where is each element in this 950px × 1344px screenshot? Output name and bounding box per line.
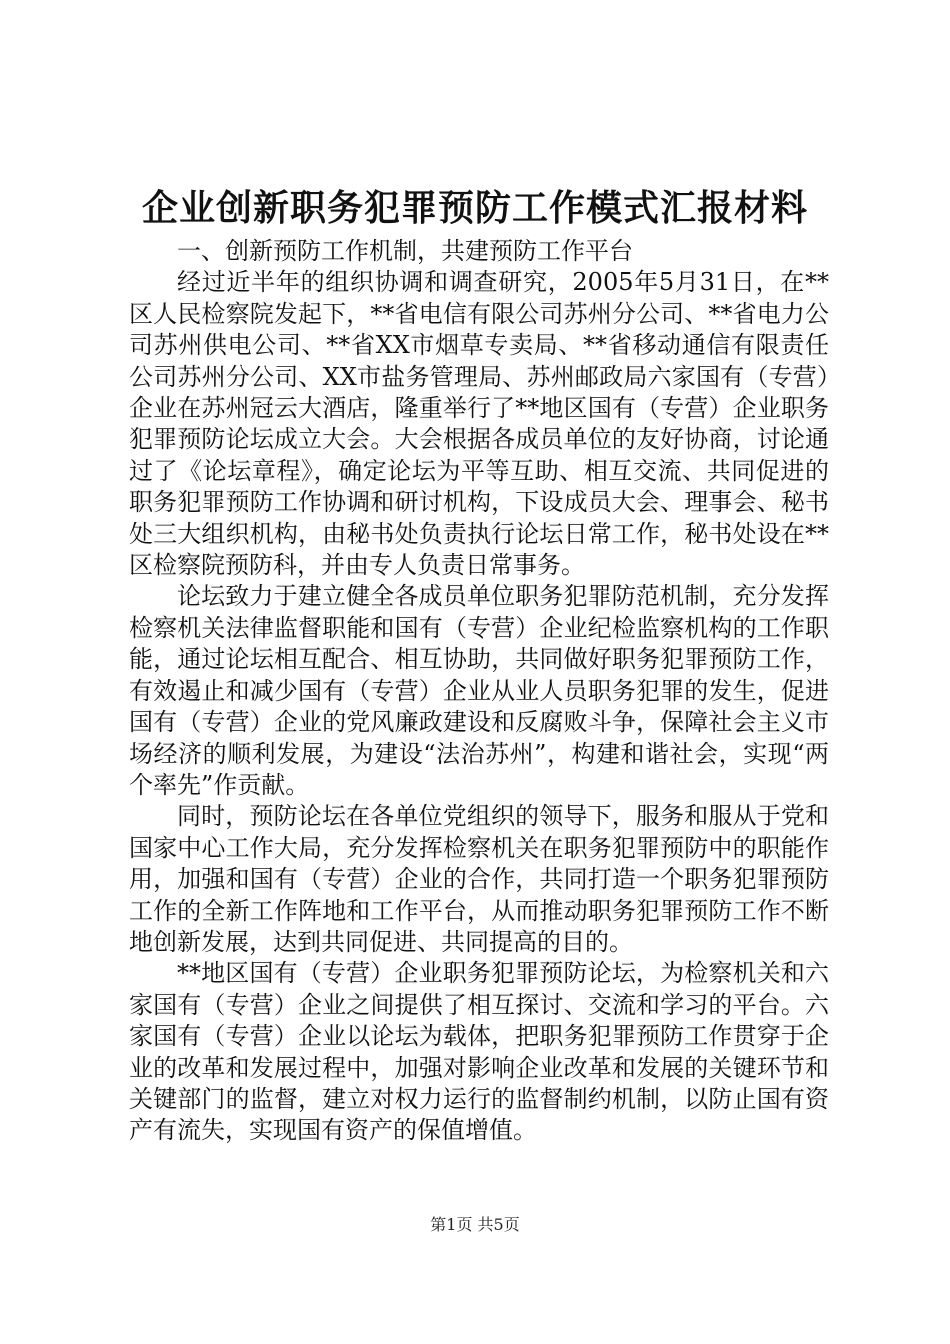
body-paragraph: 论坛致力于建立健全各成员单位职务犯罪防范机制，充分发挥检察机关法律监督职能和国有（专营）企业纪检监察机构的工作职能，通过论坛相互配合、相互协助，共同做好职务犯罪预防工作，有效遏止和减少国有（专营）企业从业人员职务犯罪的发生，促进国有（专营）企业的党风廉政建设和反腐败斗争，保障社会主义市场经济的顺利发展，为建设“法治苏州”，构建和谐社会，实现“两个率先”作贡献。 [129, 582, 829, 799]
body-paragraph: 经过近半年的组织协调和调查研究，2005年5月31日，在**区人民检察院发起下，**省电信有限公司苏州分公司、**省电力公司苏州供电公司、**省XX市烟草专卖局、**省移动通信有限责任公司苏州分公司、XX市盐务管理局、苏州邮政局六家国有（专营）企业在苏州冠云大酒店，隆重举行了**地区国有（专营）企业职务犯罪预防论坛成立大会。大会根据各成员单位的友好协商，讨论通过了《论坛章程》，确定论坛为平等互助、相互交流、共同促进的职务犯罪预防工作协调和研讨机构，下设成员大会、理事会、秘书处三大组织机构，由秘书处负责执行论坛日常工作，秘书处设在**区检察院预防科，并由专人负责日常事务。 [129, 268, 829, 580]
document-body [129, 236, 829, 1147]
document-title: 企业创新职务犯罪预防工作模式汇报材料 [141, 187, 808, 229]
page-number-footer: 第1页 共5页 [430, 1215, 520, 1234]
body-paragraph: **地区国有（专营）企业职务犯罪预防论坛，为检察机关和六家国有（专营）企业之间提供了相互探讨、交流和学习的平台。六家国有（专营）企业以论坛为载体，把职务犯罪预防工作贯穿于企业的改革和发展过程中，加强对影响企业改革和发展的关键环节和关键部门的监督，建立对权力运行的监督制约机制，以防止国有资产有流失，实现国有资产的保值增值。 [129, 959, 829, 1145]
body-paragraph: 同时，预防论坛在各单位党组织的领导下，服务和服从于党和国家中心工作大局，充分发挥检察机关在职务犯罪预防中的职能作用，加强和国有（专营）企业的合作，共同打造一个职务犯罪预防工作的全新工作阵地和工作平台，从而推动职务犯罪预防工作不断地创新发展，达到共同促进、共同提高的目的。 [129, 802, 829, 956]
section-heading: 一、创新预防工作机制，共建预防工作平台 [177, 237, 633, 265]
